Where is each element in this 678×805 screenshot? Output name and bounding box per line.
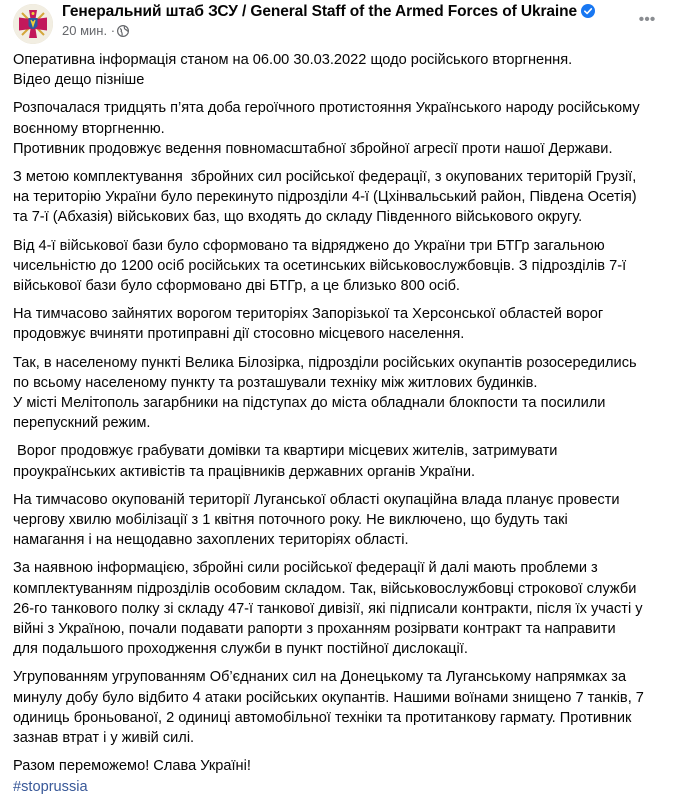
post-meta [62, 23, 129, 38]
text-line: минулу добу було відбито 4 атаки російських окупантів. Нашими воїнами знищено 7 танків, 7 [13, 689, 644, 706]
paragraph-6 [13, 353, 668, 434]
text-line: Угрупованням угрупованням Об’єднаних сил на Донецькому та Луганському напрямках за [13, 669, 627, 686]
text-line: на територію України було перекинуто підрозділи 4-ї (Цхінвальський район, Південа Осетія) [13, 189, 637, 206]
text-line: Противник продовжує ведення повномасштабної збройної агресії проти нашої Держави. [13, 140, 613, 157]
text-line: Оперативна інформація станом на 06.00 30.03.2022 щодо російського вторгнення. [13, 52, 573, 68]
text-line: зазнав втрат і у живій силі. [13, 730, 195, 747]
text-line: чергову хвилю мобілізації з 1 квітня поточного року. Не виключено, що будуть такі [13, 512, 568, 529]
paragraph-5 [13, 304, 668, 344]
paragraph-10 [13, 667, 668, 748]
paragraph-1 [13, 50, 668, 90]
paragraph-7 [13, 441, 668, 481]
text-line: продовжує вчиняти протиправні дії стосовно місцевого населення. [13, 326, 465, 343]
verified-badge-icon [581, 4, 595, 18]
text-line: 26-го танкового полку зі складу 47-ї танкової дивізії, які підписали контракти, після їх участі у [13, 600, 643, 617]
text-line: комплектуванням підрозділів особовим складом. Так, військовослужбовці строкової служби [13, 580, 637, 597]
post-body [13, 50, 668, 805]
text-line: Від 4-ї військової бази було сформовано та відряджено до України три БТГр загальною [13, 237, 605, 254]
paragraph-4 [13, 236, 668, 297]
text-line: проукраїнських активістів та працівників державних органів України. [13, 463, 476, 480]
paragraph-8 [13, 490, 668, 551]
text-line: по всьому населеному пункту та розташували техніку між житлових будинків. [13, 374, 538, 391]
text-line: воєнному вторгненню. [13, 120, 165, 137]
text-line: У місті Мелітополь загарбники на підступах до міста обладнали блокпости та посилили [13, 395, 606, 412]
more-options-button[interactable]: ••• [638, 11, 656, 28]
author-name[interactable] [62, 3, 595, 21]
text-line: перепускний режим. [13, 415, 151, 432]
text-line: На тимчасово зайнятих ворогом територіях Запорізької та Херсонської областей ворог [13, 306, 604, 323]
paragraph-closing [13, 756, 668, 796]
text-line: та 7-ї (Абхазія) військових баз, що входять до складу Південного військового округу. [13, 209, 583, 226]
text-line: За наявною інформацією, збройні сили російської федерації й далі мають проблеми з [13, 560, 598, 577]
text-line: Так, в населеному пункті Велика Білозірка, підрозділи російських окупантів розосередились [13, 354, 637, 371]
hashtag-link[interactable]: #stoprussia [13, 778, 88, 795]
avatar[interactable] [13, 4, 53, 44]
text-line: для подальшого проходження служби в пункт постійної дислокації. [13, 641, 468, 658]
paragraph-2 [13, 98, 668, 159]
closing-text: Разом переможемо! Слава Україні! [13, 758, 251, 775]
text-line: чисельністю до 1200 осіб російських та осетинських військовослужбовців. З підрозділів 7-ї [13, 257, 627, 274]
meta-separator: · [110, 23, 116, 38]
text-line: Ворог продовжує грабувати домівки та квартири місцевих жителів, затримувати [13, 443, 558, 460]
text-line: Розпочалася тридцять п’ята доба героїчного протистояння Українського народу російському [13, 100, 640, 117]
text-line: війні з Україною, почали подавати рапорти з проханням розірвати контракт та направити [13, 621, 616, 638]
globe-icon [117, 25, 129, 37]
text-line: одиниць броньованої, 2 одиниці автомобільної техніки та протитанкову гармату. Противник [13, 709, 632, 726]
text-line: намагання і на нещодавно захоплених територіях області. [13, 532, 409, 549]
post-header [0, 0, 678, 44]
text-line: військової бази було сформовано дві БТГр, а це близько 800 осіб. [13, 278, 460, 295]
text-line: З метою комплектування збройних сил російської федерації, з окупованих територій Грузії, [13, 169, 637, 186]
armed-forces-emblem-icon [13, 4, 53, 44]
paragraph-9 [13, 558, 668, 659]
text-line: На тимчасово окупованій території Луганської області окупаційна влада планує провести [13, 491, 620, 508]
text-line: Відео дещо пізніше [13, 72, 145, 89]
paragraph-3 [13, 167, 668, 228]
author-name-text: Генеральний штаб ЗСУ / General Staff of the Armed Forces of Ukraine [62, 3, 578, 20]
post-timestamp[interactable]: 20 мин. [62, 23, 108, 38]
